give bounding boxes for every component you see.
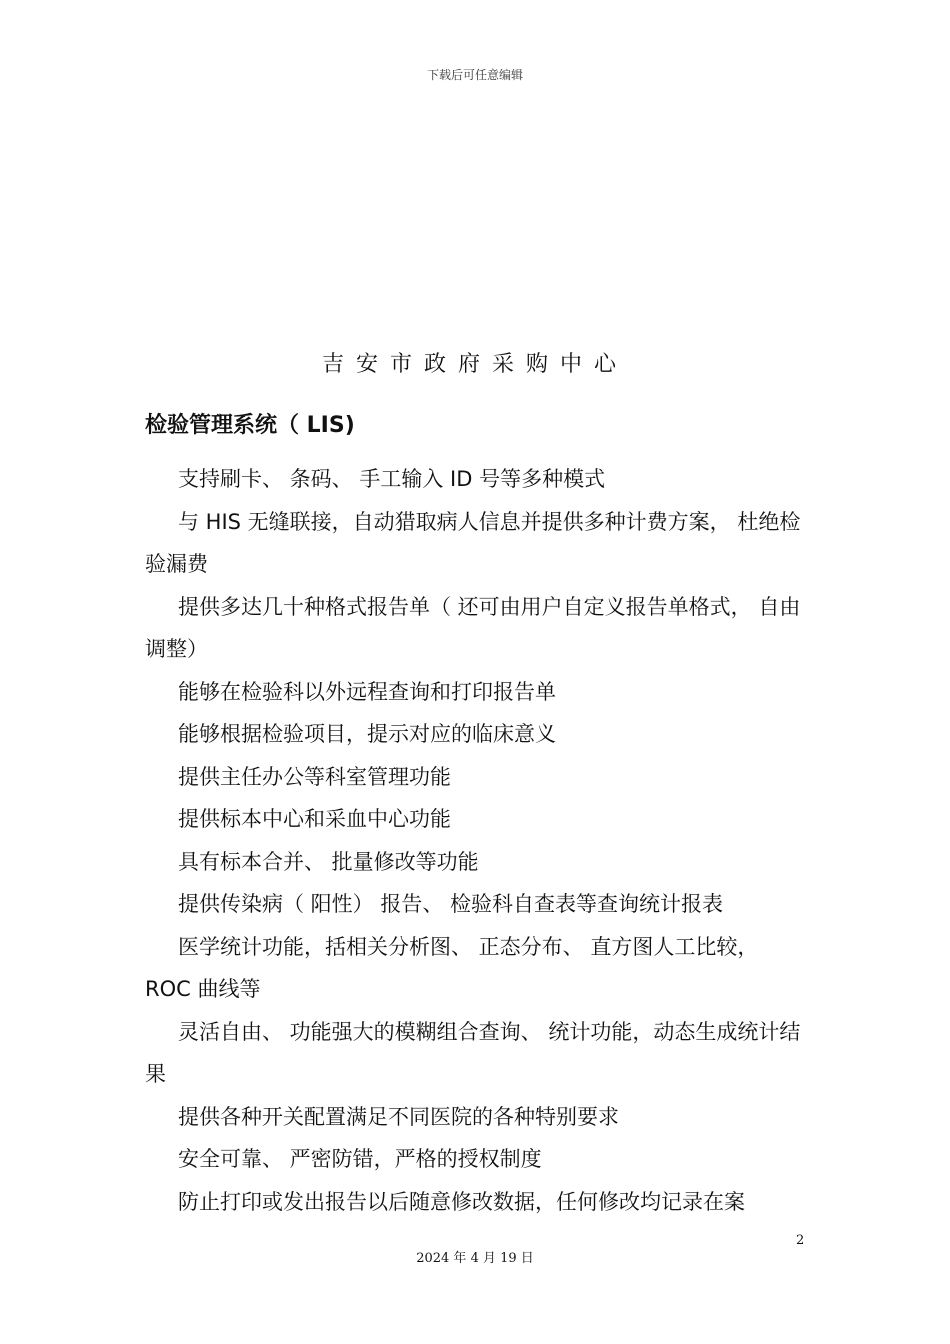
paragraph: 提供主任办公等科室管理功能 xyxy=(178,764,451,789)
paragraph: 支持刷卡、 条码、 手工输入 ID 号等多种模式 xyxy=(178,467,606,491)
paragraph: 与 HIS 无缝联接，自动猎取病人信息并提供多种计费方案， 杜绝检验漏费 xyxy=(145,509,801,576)
center-title: 吉安市政府采购中心 xyxy=(321,352,628,377)
paragraph: 能够根据检验项目，提示对应的临床意义 xyxy=(178,722,556,746)
paragraph: 具有标本合并、 批量修改等功能 xyxy=(178,849,479,874)
section-heading: 检验管理系统（ LIS) xyxy=(145,413,355,438)
header-note: 下载后可任意编辑 xyxy=(426,68,523,82)
paragraph: 提供多达几十种格式报告单（ 还可由用户自定义报告单格式， 自由调整） xyxy=(145,594,801,661)
paragraph: 灵活自由、 功能强大的模糊组合查询、 统计功能，动态生成统计结果 xyxy=(145,1019,801,1086)
paragraph: 安全可靠、 严密防错，严格的授权制度 xyxy=(178,1147,542,1171)
paragraph: 能够在检验科以外远程查询和打印报告单 xyxy=(178,679,556,704)
footer-date: 2024 年 4 月 19 日 xyxy=(416,1251,534,1266)
paragraph: 防止打印或发出报告以后随意修改数据，任何修改均记录在案 xyxy=(178,1189,745,1214)
paragraph: 提供各种开关配置满足不同医院的各种特别要求 xyxy=(178,1104,619,1129)
paragraph: 提供传染病（ 阳性） 报告、 检验科自查表等查询统计报表 xyxy=(178,892,724,916)
paragraph: 医学统计功能，括相关分析图、 正态分布、 直方图人工比较， ROC 曲线等 xyxy=(145,934,759,1001)
page-number: 2 xyxy=(796,1233,805,1248)
paragraph: 提供标本中心和采血中心功能 xyxy=(178,807,451,831)
body-text xyxy=(145,458,810,1223)
